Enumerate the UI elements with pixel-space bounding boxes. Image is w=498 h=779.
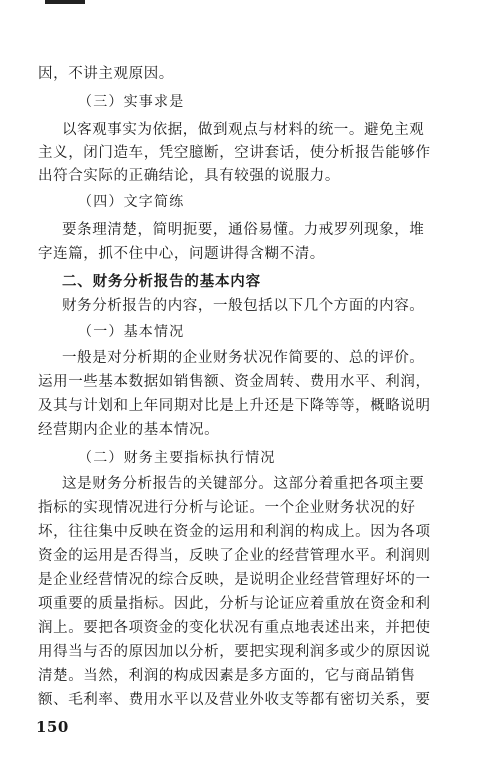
text-line: 经营期内企业的基本情况。 — [38, 422, 220, 438]
text-line: 一般是对分析期的企业财务状况作简要的、总的评价。 — [62, 350, 425, 366]
text-line: 资金的运用是否得当，反映了企业的经营管理水平。利润则 — [38, 548, 431, 564]
text-line: 用得当与否的原因加以分析，要把实现利润多或少的原因说 — [38, 644, 431, 660]
chapter-heading: 二、财务分析报告的基本内容 — [62, 273, 261, 290]
text-line: 因，不讲主观原因。 — [38, 66, 174, 82]
text-line: 运用一些基本数据如销售额、资金周转、费用水平、利润， — [38, 374, 431, 390]
page-number: 150 — [36, 718, 69, 736]
text-line: 这是财务分析报告的关键部分。这部分着重把各项主要 — [62, 476, 425, 492]
text-line: 是企业经营情况的综合反映，是说明企业经营管理好坏的一 — [38, 572, 431, 588]
text-line: 主义，闭门造车，凭空臆断，空讲套话，使分析报告能够作 — [38, 145, 431, 161]
text-line: 出符合实际的正确结论，具有较强的说服力。 — [38, 168, 340, 184]
section-heading: （一）基本情况 — [78, 324, 185, 340]
text-line: 指标的实现情况进行分析与论证。一个企业财务状况的好 — [38, 500, 416, 516]
section-heading: （三）实事求是 — [78, 94, 185, 110]
text-line: 坏，往往集中反映在资金的运用和利润的构成上。因为各项 — [38, 524, 431, 540]
section-heading: （二）财务主要指标执行情况 — [78, 450, 276, 466]
text-line: 额、毛利率、费用水平以及营业外收支等都有密切关系，要 — [38, 692, 431, 708]
text-line: 以客观事实为依据，做到观点与材料的统一。避免主观 — [62, 122, 425, 138]
text-line: 财务分析报告的内容，一般包括以下几个方面的内容。 — [62, 298, 425, 314]
text-line: 润上。要把各项资金的变化状况有重点地表述出来，并把使 — [38, 620, 431, 636]
text-line: 要条理清楚，简明扼要，通俗易懂。力戒罗列现象，堆 — [62, 222, 425, 238]
section-heading: （四）文字简练 — [78, 194, 185, 210]
text-line: 字连篇，抓不住中心，问题讲得含糊不清。 — [38, 246, 325, 262]
text-line: 及其与计划和上年同期对比是上升还是下降等等，概略说明 — [38, 398, 431, 414]
text-line: 项重要的质量指标。因此，分析与论证应着重放在资金和利 — [38, 596, 431, 612]
text-line: 清楚。当然，利润的构成因素是多方面的，它与商品销售 — [38, 668, 416, 684]
scan-mark — [45, 0, 85, 4]
